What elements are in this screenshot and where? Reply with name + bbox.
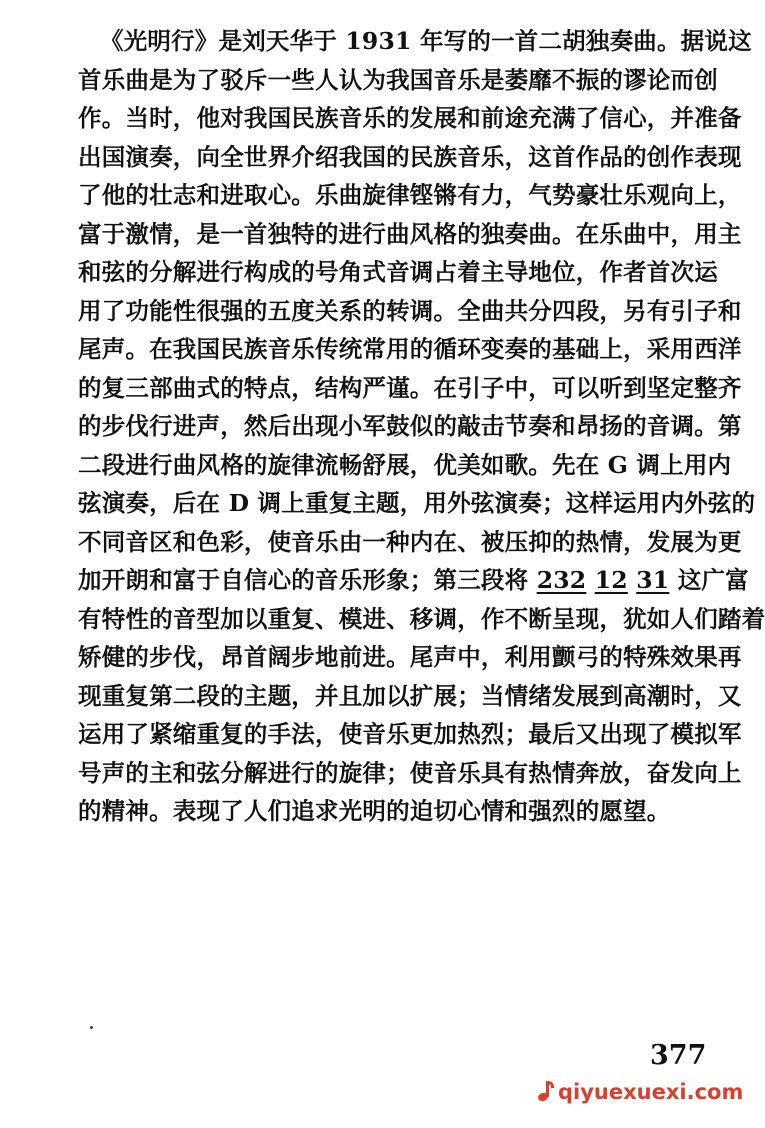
text-line-15-lead: 加开朗和富于自信心的音乐形象；第三段将 [78,566,537,594]
text-line-1: 《光明行》是刘天华于 1931 年写的一首二胡独奏曲。据说这 [100,27,752,55]
text-line-19: 运用了紧缩重复的手法，使音乐更加热烈；最后又出现了模拟军 [78,720,742,748]
text-line-12: 二段进行曲风格的旋律流畅舒展，优美如歌。先在 G 调上用内 [78,450,732,479]
text-line-6: 富于激情，是一首独特的进行曲风格的独奏曲。在乐曲中，用主 [78,219,742,248]
text-line-18: 现重复第二段的主题，并且加以扩展；当情绪发展到高潮时，又 [78,681,742,710]
text-line-16: 有特性的音型加以重复、模进、移调，作不断呈现，犹如人们踏着 [78,604,765,633]
music-note-icon [535,1080,555,1104]
text-line-20: 号声的主和弦分解进行的旋律；使音乐具有热情奔放，奋发向上 [78,758,742,787]
text-line-3: 作。当时，他对我国民族音乐的发展和前途充满了信心，并准备 [78,104,742,132]
watermark-text: qiyuexuexi.com [558,1080,744,1104]
text-line-7: 和弦的分解进行构成的号角式音调占着主导地位，作者首次运 [78,258,718,286]
text-line-15-tail: 这广富 [677,566,749,594]
text-line-4: 出国演奏，向全世界介绍我国的民族音乐，这首作品的创作表现 [78,142,742,171]
text-line-2: 首乐曲是为了驳斥一些人认为我国音乐是萎靡不振的谬论而创 [78,65,718,94]
note-figure-2: 12 [594,566,628,594]
text-line-8: 用了功能性很强的五度关系的转调。全曲共分四段，另有引子和 [78,296,742,325]
text-line-13: 弦演奏，后在 D 调上重复主题，用外弦演奏；这样运用内外弦的 [78,489,756,517]
text-line-5: 了他的壮志和进取心。乐曲旋律铿锵有力，气势豪壮乐观向上， [78,181,742,209]
text-line-14: 不同音区和色彩，使音乐由一种内在、被压抑的热情，发展为更 [78,527,742,556]
article-body [78,22,765,831]
site-watermark [535,1080,743,1104]
text-line-9: 尾声。在我国民族音乐传统常用的循环变奏的基础上，采用西洋 [78,335,742,363]
note-figure-3: 31 [636,566,670,594]
text-line-17: 矫健的步伐，昂首阔步地前进。尾声中，利用颤弓的特殊效果再 [78,643,742,671]
text-line-11: 的步伐行进声，然后出现小军鼓似的敲击节奏和昂扬的音调。第 [78,412,742,440]
page-number: 377 [650,1040,707,1071]
scan-speck [90,1026,93,1029]
text-line-15 [78,561,749,600]
text-line-10: 的复三部曲式的特点，结构严谨。在引子中，可以听到坚定整齐 [78,373,742,402]
text-line-21: 的精神。表现了人们追求光明的迫切心情和强烈的愿望。 [78,797,671,825]
note-figure-1: 232 [536,566,587,594]
